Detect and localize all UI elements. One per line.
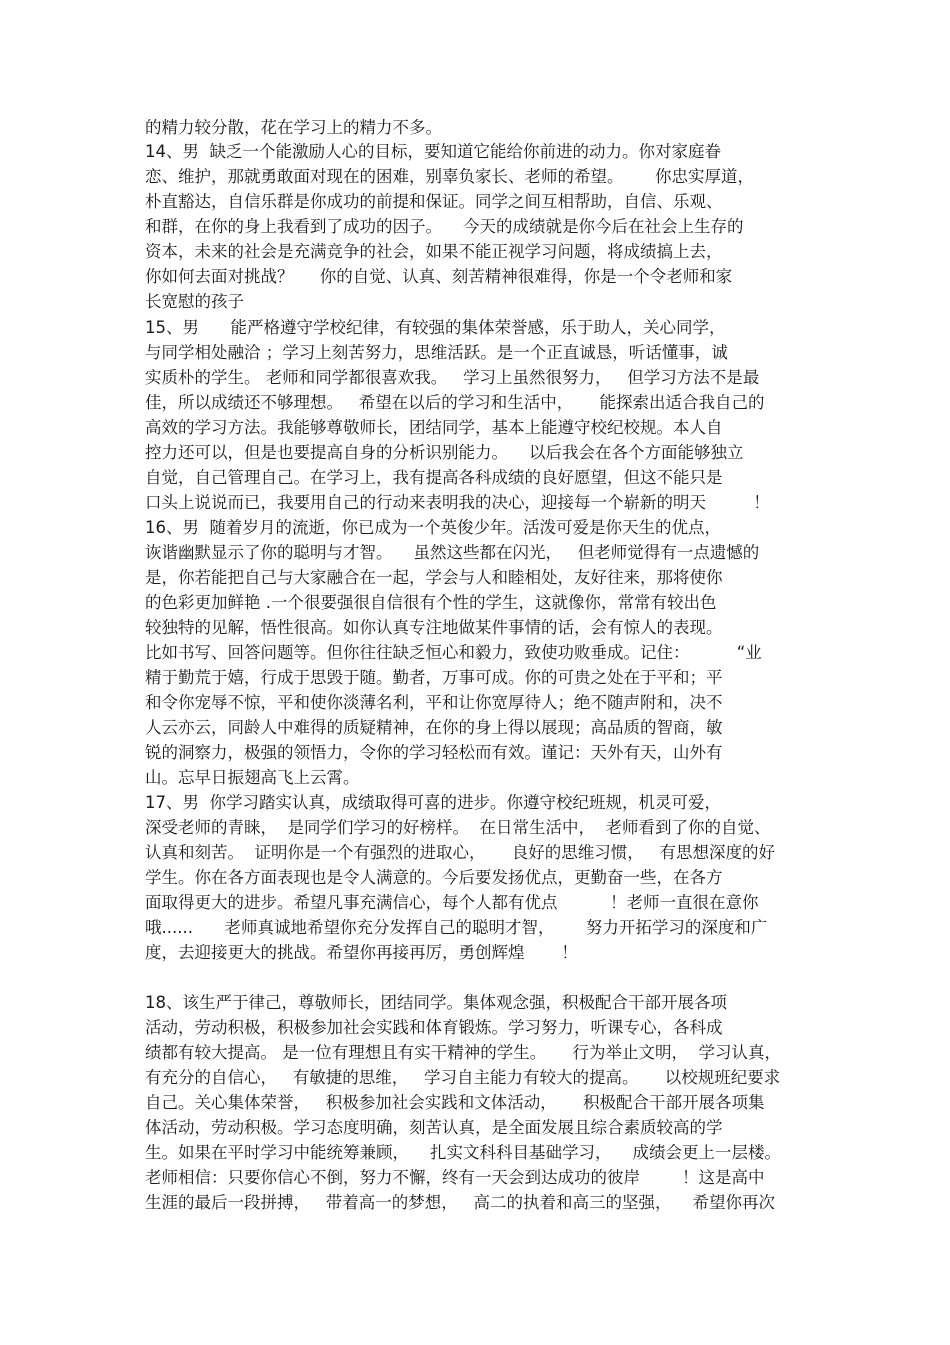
- text-line: 老师相信：只要你信心不倒，努力不懈，终有一天会到达成功的彼岸 ！这是高中: [145, 1168, 765, 1187]
- text-line: 和令你宠辱不惊，平和使你淡薄名利，平和让你宽厚待人；绝不随声附和，决不: [145, 693, 723, 712]
- text-line: 哦...... 老师真诚地希望你充分发挥自己的聪明才智， 努力开拓学习的深度和广: [145, 918, 768, 937]
- text-line: 认真和刻苦。 证明你是一个有强烈的进取心， 良好的思维习惯， 有思想深度的好: [145, 843, 775, 862]
- text-line: 15、男 能严格遵守学校纪律，有较强的集体荣誉感，乐于助人，关心同学，: [145, 318, 726, 337]
- text-line: 17、男 你学习踏实认真，成绩取得可喜的进步。你遵守校纪班规，机灵可爱，: [145, 793, 721, 812]
- text-line: 口头上说说而已，我要用自己的行动来表明我的决心，迎接每一个崭新的明天 ！: [145, 493, 770, 512]
- text-line: 生涯的最后一段拼搏， 带着高一的梦想， 高二的执着和高三的坚强， 希望你再次: [145, 1193, 775, 1212]
- text-line: 与同学相处融洽 ；学习上刻苦努力，思维活跃。是一个正直诚恳，听话懂事，诚: [145, 343, 728, 362]
- text-line: 和群，在你的身上我看到了成功的因子。 今天的成绩就是你今后在社会上生存的: [145, 217, 744, 236]
- text-line: 深受老师的青睐， 是同学们学习的好榜样。 在日常生活中， 老师看到了你的自觉、: [145, 818, 771, 837]
- text-line: 山。忘早日振翅高飞上云霄。: [145, 768, 360, 787]
- text-line: 朴直豁达，自信乐群是你成功的前提和保证。同学之间互相帮助，自信、乐观、: [145, 192, 723, 211]
- text-line: 精于勤荒于嬉，行成于思毁于随。勤者，万事可成。你的可贵之处在于平和；平: [145, 668, 723, 687]
- text-line: 实质朴的学生。 老师和同学都很喜欢我。 学习上虽然很努力， 但学习方法不是最: [145, 368, 760, 387]
- text-line: 长宽慰的孩子: [145, 292, 244, 311]
- text-line: 活动，劳动积极，积极参加社会实践和体育锻炼。学习努力，听课专心，各科成: [145, 1018, 723, 1037]
- text-line: 是，你若能把自己与大家融合在一起，学会与人和睦相处，友好往来，那将使你: [145, 568, 723, 587]
- text-line: 佳，所以成绩还不够理想。 希望在以后的学习和生活中， 能探索出适合我自己的: [145, 393, 765, 412]
- text-line: 14、男 缺乏一个能激励人心的目标，要知道它能给你前进的动力。你对家庭眷: [145, 142, 721, 161]
- text-line: 自己。关心集体荣誉， 积极参加社会实践和文体活动， 积极配合干部开展各项集: [145, 1093, 765, 1112]
- text-line: 较独特的见解，悟性很高。如你认真专注地做某件事情的话，会有惊人的表现。: [145, 618, 723, 637]
- text-line: 学生。你在各方面表现也是令人满意的。今后要发扬优点，更勤奋一些，在各方: [145, 868, 723, 887]
- text-line: 自觉，自己管理自己。在学习上，我有提高各科成绩的良好愿望，但这不能只是: [145, 468, 723, 487]
- text-line: 有充分的自信心， 有敏捷的思维， 学习自主能力有较大的提高。 以校规班纪要求: [145, 1068, 781, 1087]
- text-line: 高效的学习方法。我能够尊敬师长，团结同学，基本上能遵守校纪校规。本人自: [145, 418, 723, 437]
- text-line: 的精力较分散，花在学习上的精力不多。: [145, 118, 442, 137]
- text-line: 18、该生严于律己，尊敬师长，团结同学。集体观念强，积极配合干部开展各项: [145, 993, 727, 1012]
- text-line: 诙谐幽默显示了你的聪明与才智。 虽然这些都在闪光， 但老师觉得有一点遗憾的: [145, 543, 760, 562]
- text-line: 生。如果在平时学习中能统筹兼顾， 扎实文科科目基础学习， 成绩会更上一层楼。: [145, 1143, 781, 1162]
- blank-line: [145, 966, 807, 990]
- text-line: 资本，未来的社会是充满竞争的社会，如果不能正视学习问题，将成绩搞上去，: [145, 242, 723, 261]
- text-line: 你如何去面对挑战？ 你的自觉、认真、刻苦精神很难得，你是一个令老师和家: [145, 267, 733, 286]
- text-line: 控力还可以，但是也要提高自身的分析识别能力。 以后我会在各个方面能够独立: [145, 443, 744, 462]
- text-line: 度，去迎接更大的挑战。希望你再接再厉，勇创辉煌 ！: [145, 943, 578, 962]
- text-line: 体活动，劳动积极。学习态度明确，刻苦认真，是全面发展且综合素质较高的学: [145, 1118, 723, 1137]
- text-line: 面取得更大的进步。希望凡事充满信心，每个人都有优点 ！老师一直很在意你: [145, 893, 759, 912]
- text-line: 比如书写、回答问题等。但你往往缺乏恒心和毅力，致使功败垂成。记住： “业: [145, 643, 762, 662]
- text-line: 锐的洞察力，极强的领悟力，令你的学习轻松而有效。谨记：天外有天，山外有: [145, 743, 723, 762]
- text-line: 绩都有较大提高。 是一位有理想且有实干精神的学生。 行为举止文明， 学习认真，: [145, 1043, 781, 1062]
- text-line: 恋、维护，那就勇敢面对现在的困难，别辜负家长、老师的希望。 你忠实厚道，: [145, 167, 754, 186]
- text-line: 16、男 随着岁月的流逝，你已成为一个英俊少年。活泼可爱是你天生的优点，: [145, 518, 721, 537]
- text-line: 人云亦云，同龄人中难得的质疑精神，在你的身上得以展现；高品质的智商，敏: [145, 718, 723, 737]
- text-line: 的色彩更加鲜艳 .一个很要强很自信很有个性的学生，这就像你，常常有较出色: [145, 593, 717, 612]
